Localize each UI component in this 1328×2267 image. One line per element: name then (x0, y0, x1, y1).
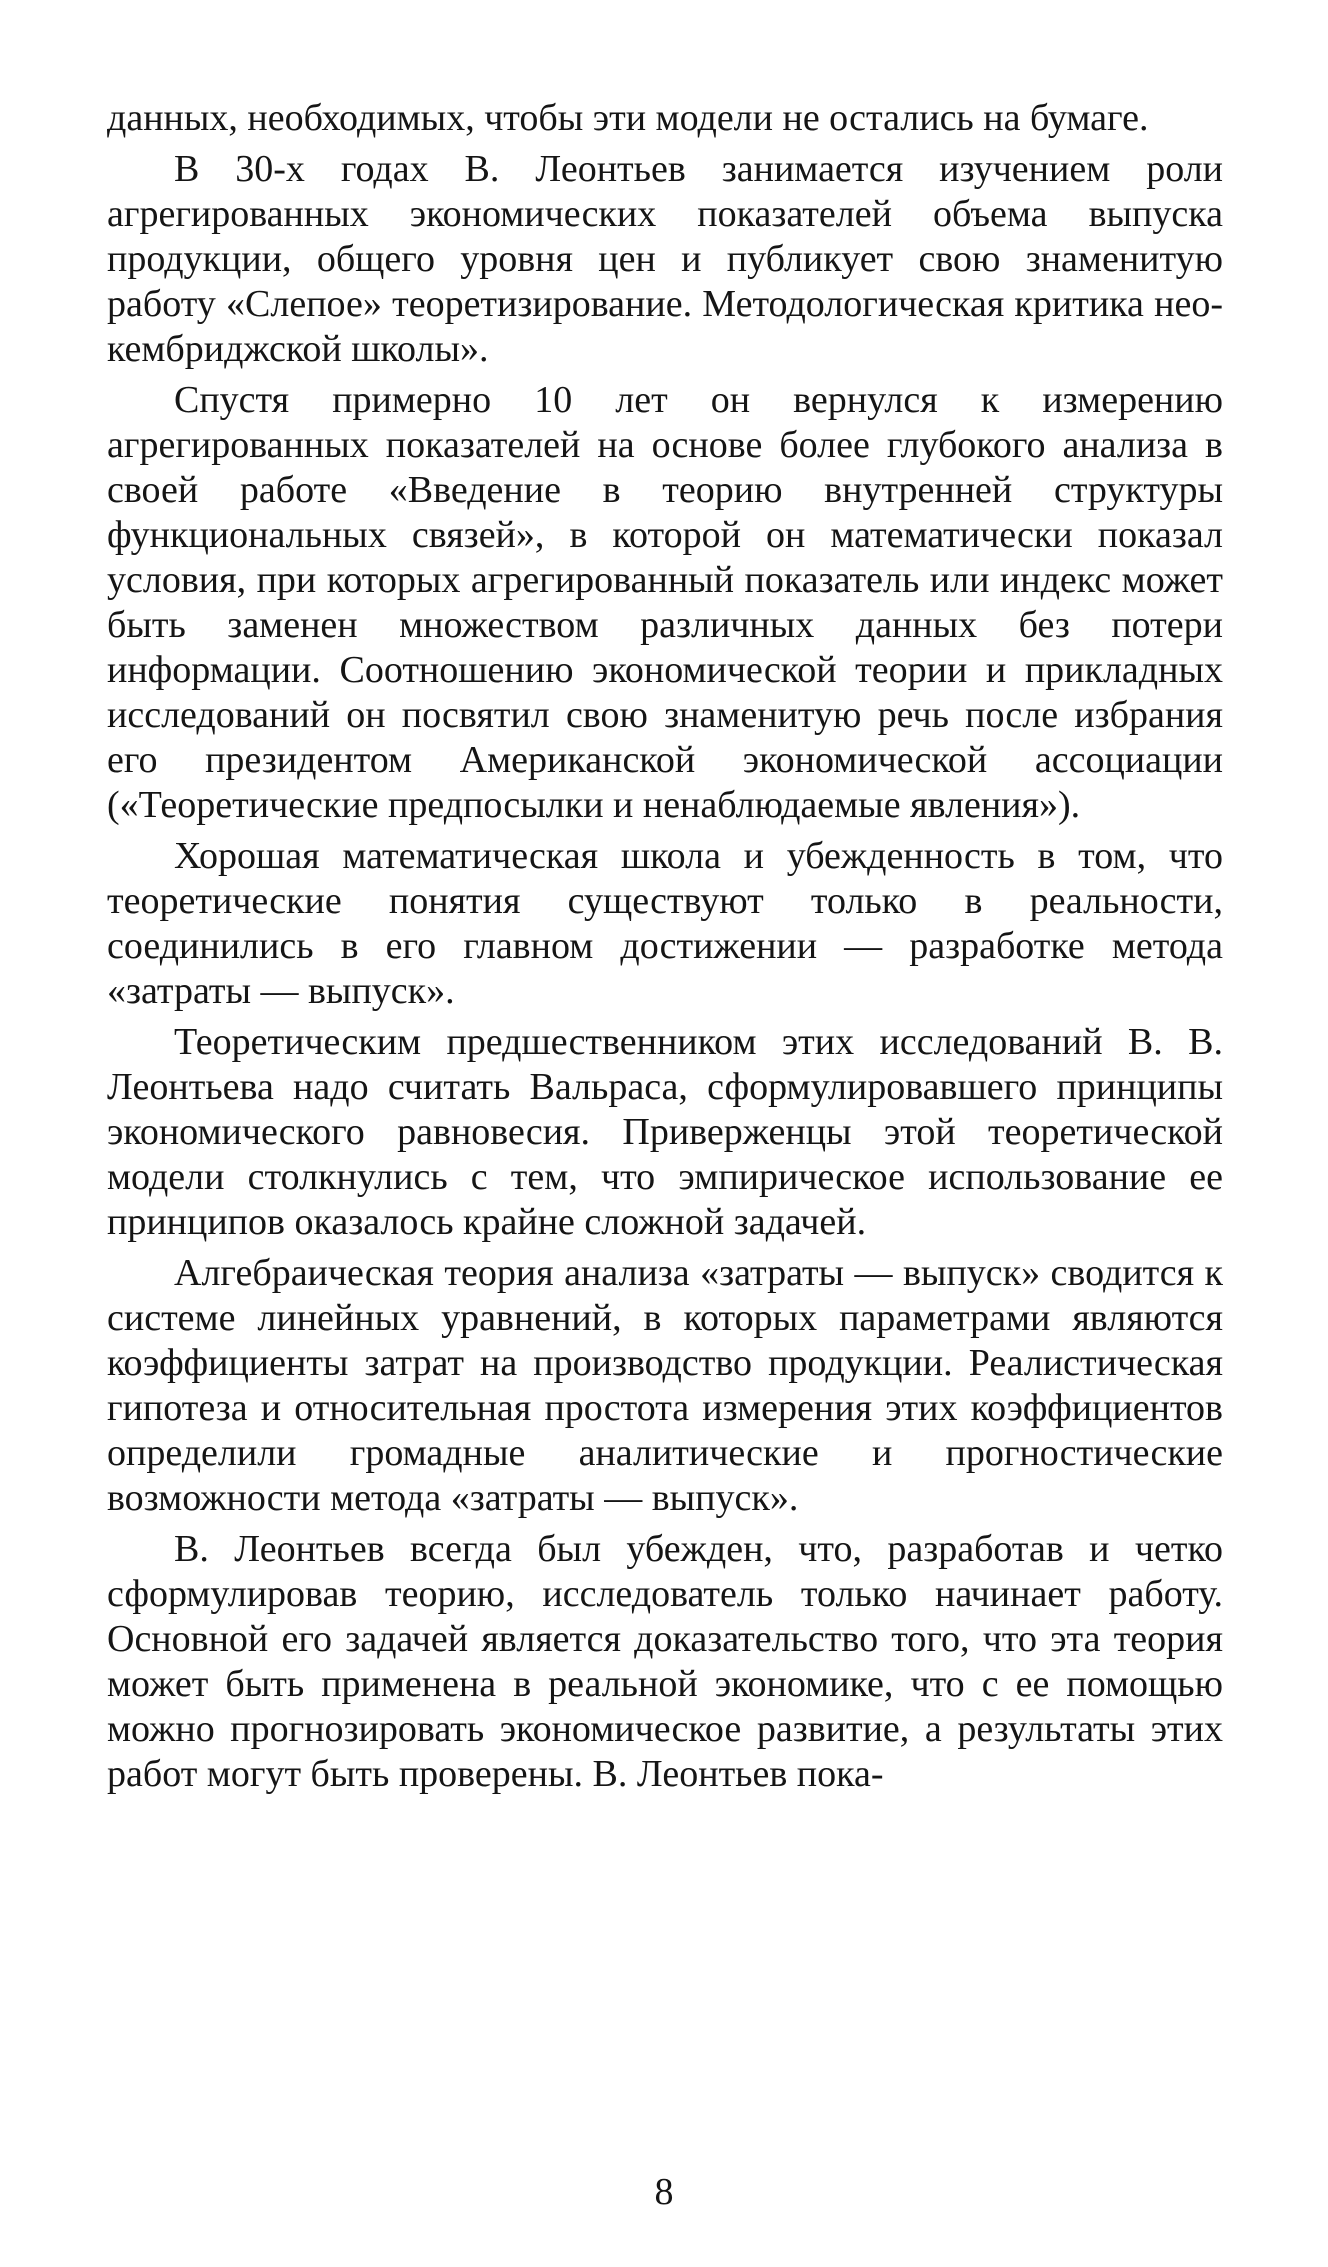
paragraph-math-school: Хорошая математическая школа и убежденность в том, что теоретические понятия существуют только в реальности, соединились в его главном достижении — разработке метода «затраты — выпуск». (107, 835, 1223, 1012)
page-number: 8 (654, 2171, 674, 2213)
paragraph-algebraic-theory: Алгебраическая теория анализа «затраты — выпуск» сводится к системе линейных уравнений, в которых параметрами являются коэффициенты затрат на производство продукции. Реалистическая гипотеза и относительная простота измерения этих коэффициентов определили громадные аналитические и прогностические возможности метода «затраты — выпуск». (107, 1252, 1223, 1519)
paragraph-ten-years-later: Спустя примерно 10 лет он вернулся к измерению агрегированных показателей на основе более глубокого анализа в своей работе «Введение в теорию внутренней структуры функциональных связей», в которой он математически показал условия, при которых агрегированный показатель или индекс может быть заменен множеством различных данных без потери информации. Соотношению экономической теории и прикладных исследований он посвятил свою знаменитую речь после избрания его президентом Американской экономической ассоциации («Теоретические предпосылки и ненаблюдаемые явления»). (107, 379, 1223, 826)
paragraph-leontief-30s: В 30-х годах В. Леонтьев занимается изучением роли агрегированных экономических показателей объема выпуска продукции, общего уровня цен и публикует свою знаменитую работу «Слепое» теоретизирование. Методологическая критика нео-кембриджской школы». (107, 148, 1223, 370)
paragraph-walras: Теоретическим предшественником этих исследований В. В. Леонтьева надо считать Вальраса, сформулировавшего принципы экономического равновесия. Приверженцы этой теоретической модели столкнулись с тем, что эмпирическое использование ее принципов оказалось крайне сложной задачей. (107, 1021, 1223, 1243)
page-body (107, 96, 1223, 1803)
paragraph-leontief-conviction: В. Леонтьев всегда был убежден, что, разработав и четко сформулировав теорию, исследователь только начинает работу. Основной его задачей является доказательство того, что эта теория может быть применена в реальной экономике, что с ее помощью можно прогнозировать экономическое развитие, а результаты этих работ могут быть проверены. В. Леонтьев пока- (107, 1528, 1223, 1795)
paragraph-continuation: данных, необходимых, чтобы эти модели не остались на бумаге. (107, 97, 1149, 139)
